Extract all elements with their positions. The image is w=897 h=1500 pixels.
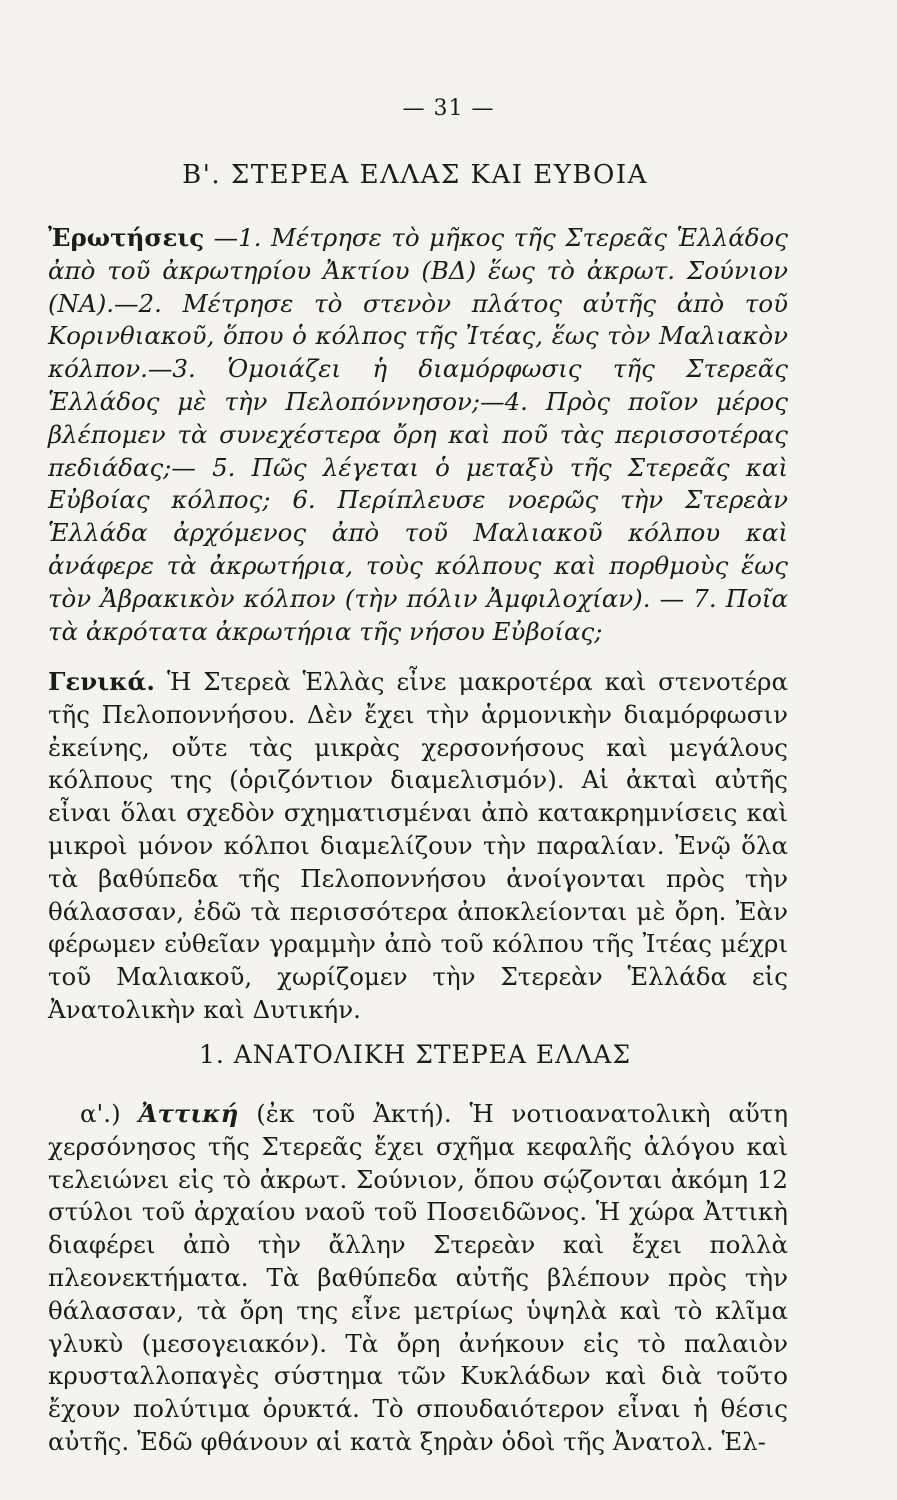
questions-text: —1. Μέτρησε τὸ μῆκος τῆς Στερεᾶς Ἑλλάδος ἀπὸ τοῦ ἀκρωτηρίου Ἀκτίου (ΒΔ) ἕως τὸ ἀκρωτ. Σούνιον (ΝΑ).—2. Μέτρησε τὸ στενὸν πλάτος αὐτῆς ἀπὸ τοῦ Κορινθιακοῦ, ὅπου ὁ κόλπος τῆς Ἰτέας, ἕως τὸν Μαλιακὸν κόλπον.—3. Ὁμοιάζει ἡ διαμόρφωσις τῆς Στερεᾶς Ἑλλάδος μὲ τὴν Πελοπόννησον;—4. Πρὸς ποῖον μέρος βλέπομεν τὰ συνεχέστερα ὄρη καὶ ποῦ τὰς περισσοτέρας πεδιάδας;— 5. Πῶς λέγεται ὁ μεταξὺ τῆς Στερεᾶς καὶ Εὐβοίας κόλπος; 6. Περίπλευσε νοερῶς τὴν Στερεὰν Ἑλλάδα ἀρχόμενος ἀπὸ τοῦ Μαλιακοῦ κόλπου καὶ ἀνάφερε τὰ ἀκρωτήρια, τοὺς κόλπους καὶ πορθμοὺς ἕως τὸν Ἀβρακικὸν κόλπον (τὴν πόλιν Ἀμφιλοχίαν). — 7. Ποῖα τὰ ἀκρότατα ἀκρωτήρια τῆς νήσου Εὐβοίας; — [48, 223, 788, 646]
general-paragraph — [48, 666, 788, 1027]
attiki-term: Ἀττική — [138, 1099, 239, 1128]
questions-paragraph — [48, 222, 788, 648]
general-label: Γενικά. — [48, 667, 155, 696]
questions-label: Ἐρωτήσεις — [48, 223, 205, 252]
section-title: 1. ΑΝΑΤΟΛΙΚΗ ΣΤΕΡΕΑ ΕΛΛΑΣ — [198, 1040, 632, 1069]
chapter-title: Β'. ΣΤΕΡΕΑ ΕΛΛΑΣ ΚΑΙ ΕΥΒΟΙΑ — [182, 160, 648, 190]
attiki-text: (ἐκ τοῦ Ἀκτή). Ἡ νοτιοανατολικὴ αὕτη χερσόνησος τῆς Στερεᾶς ἔχει σχῆμα κεφαλῆς ἀλόγου καὶ τελειώνει εἰς τὸ ἀκρωτ. Σούνιον, ὅπου σῴζονται ἀκόμη 12 στύλοι τοῦ ἀρχαίου ναοῦ τοῦ Ποσειδῶνος. Ἡ χώρα Ἀττικὴ διαφέρει ἀπὸ τὴν ἄλλην Στερεὰν καὶ ἔχει πολλὰ πλεονεκτήματα. Τὰ βαθύπεδα αὐτῆς βλέπουν πρὸς τὴν θάλασσαν, τὰ ὄρη της εἶνε μετρίως ὑψηλὰ καὶ τὸ κλῖμα γλυκὺ (μεσογειακόν). Τὰ ὄρη ἀνήκουν εἰς τὸ παλαιὸν κρυσταλλοπαγὲς σύστημα τῶν Κυκλάδων καὶ διὰ τοῦτο ἔχουν πολύτιμα ὀρυκτά. Τὸ σπουδαιότερον εἶναι ἡ θέσις αὐτῆς. Ἐδῶ φθάνουν αἱ κατὰ ξηρὰν ὁδοὶ τῆς Ἀνατολ. Ἑλ- — [48, 1099, 788, 1456]
general-text: Ἡ Στερεὰ Ἑλλὰς εἶνε μακροτέρα καὶ στενοτέρα τῆς Πελοποννήσου. Δὲν ἔχει τὴν ἁρμονικὴν διαμόρφωσιν ἐκείνης, οὔτε τὰς μικρὰς χερσονήσους καὶ μεγάλους κόλπους της (ὁριζόντιον διαμελισμόν). Αἱ ἀκταὶ αὐτῆς εἶναι ὅλαι σχεδὸν σχηματισμέναι ἀπὸ κατακρημνίσεις καὶ μικροὶ μόνον κόλποι διαμελίζουν τὴν παραλίαν. Ἐνῷ ὅλα τὰ βαθύπεδα τῆς Πελοποννήσου ἀνοίγονται πρὸς τὴν θάλασσαν, ἐδῶ τὰ περισσότερα ἀποκλείονται μὲ ὄρη. Ἐὰν φέρωμεν εὐθεῖαν γραμμὴν ἀπὸ τοῦ κόλπου τῆς Ἰτέας μέχρι τοῦ Μαλιακοῦ, χωρίζομεν τὴν Στερεὰν Ἑλλάδα εἰς Ἀνατολικὴν καὶ Δυτικήν. — [48, 667, 788, 1024]
page-number: — 31 — — [402, 96, 495, 121]
attiki-marker: α'.) — [80, 1099, 139, 1128]
attiki-paragraph — [48, 1098, 788, 1459]
